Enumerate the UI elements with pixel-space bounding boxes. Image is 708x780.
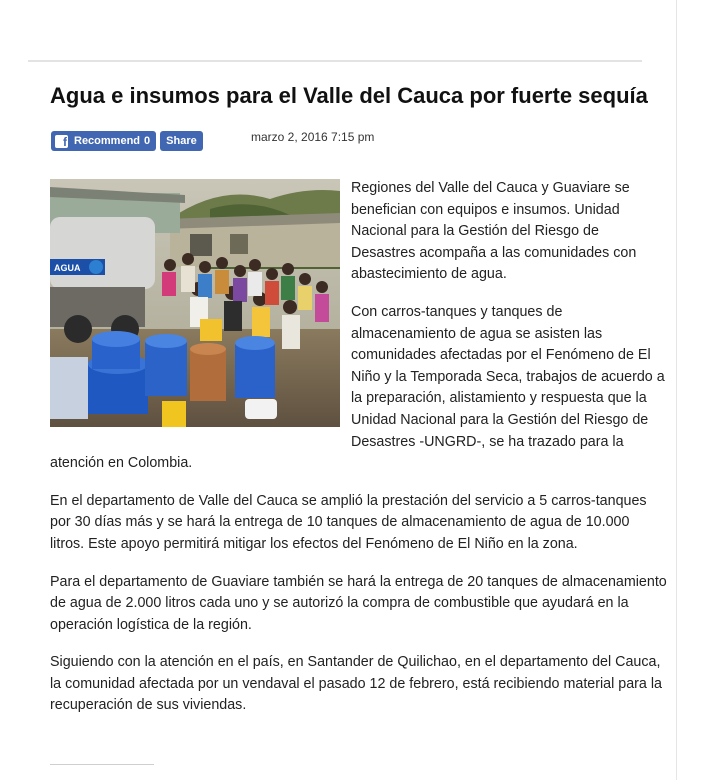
paragraph-4: Para el departamento de Guaviare también se hará la entrega de 20 tanques de almacenamiento de agua de 2.000 litros cada uno y se autorizó la compra de combustible que ayudará en la operación logística de la región.: [50, 573, 667, 633]
paragraph-1: Regiones del Valle del Cauca y Guaviare se benefician con equipos e insumos. Unidad Nacional para la Gestión del Riesgo de Desastres acompaña a las comunidades con abastecimiento de agua.: [351, 180, 637, 283]
top-divider: [28, 60, 642, 62]
page-border: [676, 0, 677, 780]
bottom-divider: [50, 764, 154, 765]
article-body: [50, 178, 667, 733]
share-label: Share: [166, 135, 197, 147]
publish-date: marzo 2, 2016 7:15 pm: [251, 130, 375, 144]
photo-spacer: [50, 178, 351, 438]
social-buttons: [51, 131, 203, 152]
facebook-icon: f: [55, 135, 68, 148]
recommend-count: 0: [144, 135, 151, 147]
article-title: Agua e insumos para el Valle del Cauca por fuerte sequía: [50, 83, 648, 108]
paragraph-5: Siguiendo con la atención en el país, en Santander de Quilichao, en el departamento del Cauca, la comunidad afectada por un vendaval el pasado 12 de febrero, está recibiendo material para la recuperación de sus viviendas.: [50, 654, 662, 714]
truck-label: AGUA: [54, 263, 81, 273]
paragraph-2: Con carros-tanques y tanques de almacenamiento de agua se asisten las comunidades afectadas por el Fenómeno de El Niño y la Temporada Seca, trabajos de acuerdo a la preparación, alistamiento y respuesta que la Unidad Nacional para la Gestión del Riesgo de Desastres -UNGRD-, se ha trazado para la atención en Colombia.: [50, 303, 665, 472]
recommend-label: Recommend: [74, 135, 141, 147]
recommend-button[interactable]: [51, 131, 156, 151]
paragraph-3: En el departamento de Valle del Cauca se amplió la prestación del servicio a 5 carros-tanques por 30 días más y se hará la entrega de 10 tanques de almacenamiento de agua de 10.000 litros. Este apoyo permitirá mitigar los efectos del Fenómeno de El Niño en la zona.: [50, 492, 647, 552]
share-button[interactable]: [160, 131, 203, 151]
